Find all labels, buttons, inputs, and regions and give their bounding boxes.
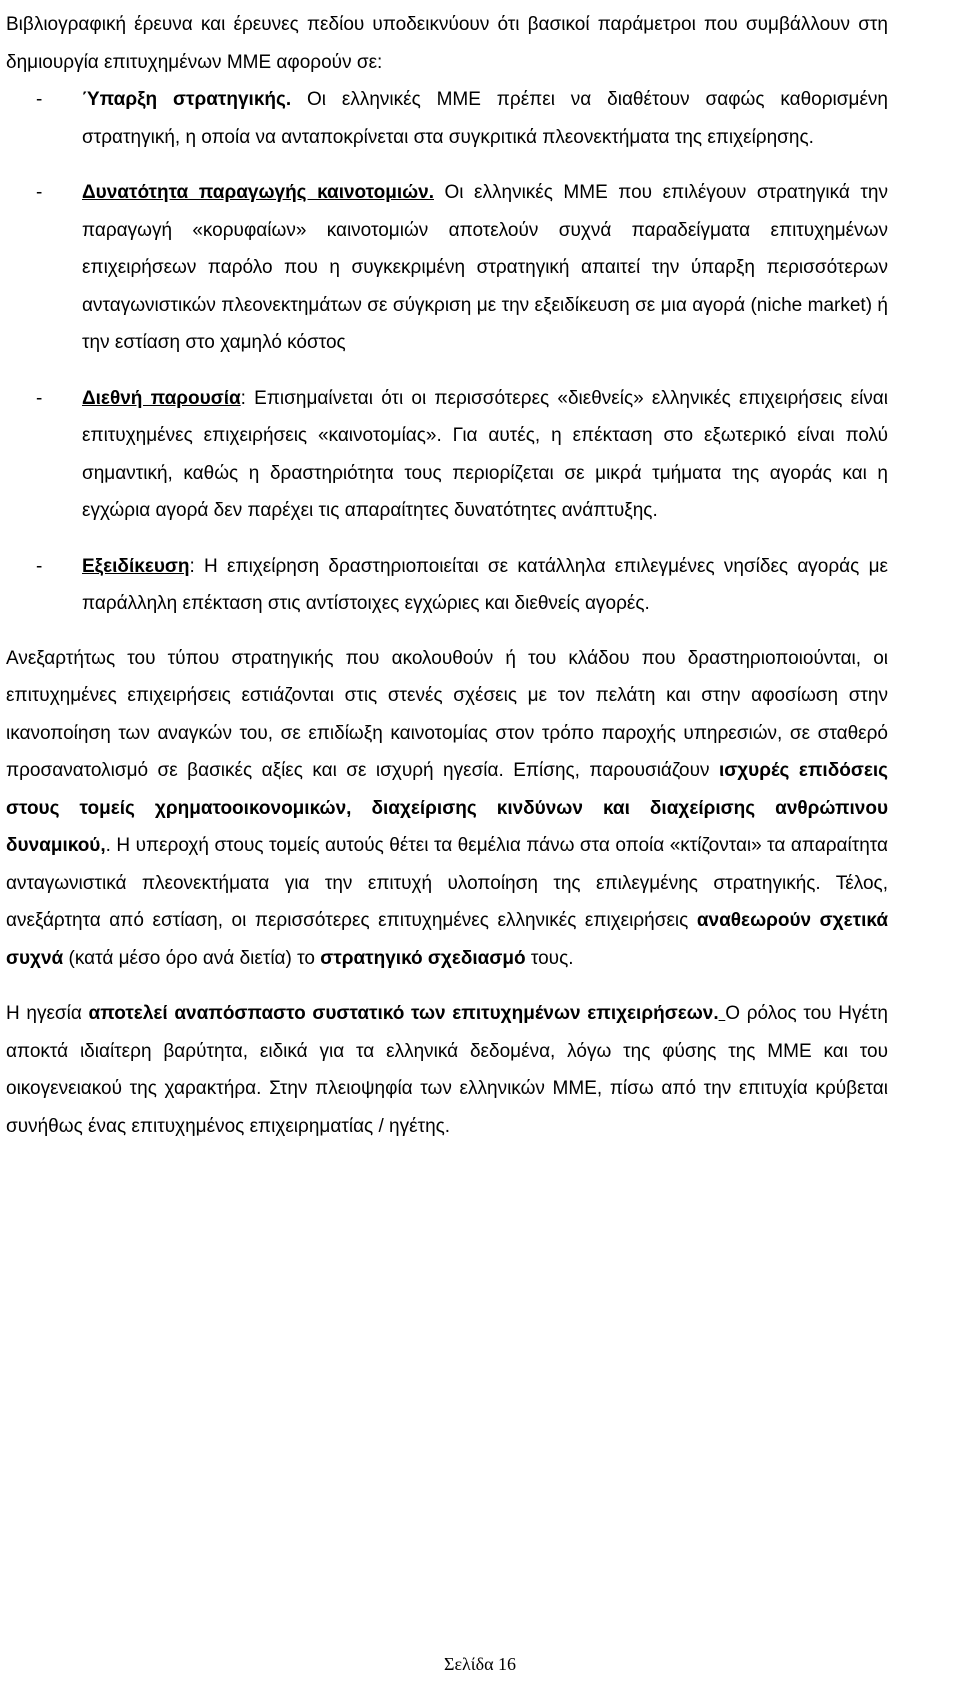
page-number: 16 — [498, 1654, 517, 1674]
list-item-text: Επισημαίνεται ότι οι περισσότερες «διεθνείς» ελληνικές επιχειρήσεις είναι επιτυχημένες επιχειρήσεις «καινοτομίας». Για αυτές, η επέκταση στο εξωτερικό είναι πολύ σημαντική, καθώς η δραστηριότητα τους περιορίζεται σε μικρά τμήματα της αγοράς και η εγχώρια αγορά δεν παρέχει τις απαραίτητες δυνατότητες ανάπτυξης. — [82, 387, 889, 521]
document-page — [6, 6, 888, 1145]
body-paragraph-leadership: Η ηγεσία αποτελεί αναπόσπαστο συστατικό των επιτυχημένων επιχειρήσεων. Ο ρόλος του Ηγέτη αποκτά ιδιαίτερη βαρύτητα, ειδικά για τα ελληνικά δεδομένα, λόγω της φύσης της ΜΜΕ και του οικογενειακού της χαρακτήρα. Στην πλειοψηφία των ελληνικών ΜΜΕ, πίσω από την επιτυχία κρύβεται συνήθως ένας επιτυχημένος επιχειρηματίας / ηγέτης. — [6, 1003, 888, 1137]
list-item-text: Οι ελληνικές ΜΜΕ που επιλέγουν στρατηγικά την παραγωγή «κορυφαίων» καινοτομιών αποτελούν συχνά παραδείγματα επιτυχημένων επιχειρήσεων παρόλο που η συγκεκριμένη στρατηγική απαιτεί την ύπαρξη περισσότερων ανταγωνιστικών πλεονεκτημάτων σε σύγκριση με την εξειδίκευση σε μια αγορά (niche market) ή την εστίαση στο χαμηλό κόστος — [82, 182, 888, 353]
page-footer — [0, 1654, 960, 1675]
body-paragraph-strategy: Ανεξαρτήτως του τύπου στρατηγικής που ακολουθούν ή του κλάδου που δραστηριοποιούνται, οι επιτυχημένες επιχειρήσεις εστιάζονται στις στενές σχέσεις με τον πελάτη και στην αφοσίωση στην ικανοποίηση των αναγκών του, σε επιδίωξη καινοτομίας στον τρόπο παροχής υπηρεσιών, σε σταθερό προσανατολισμό σε βασικές αξίες και σε ισχυρή ηγεσία. Επίσης, παρουσιάζουν ισχυρές επιδόσεις στους τομείς χρηματοοικονομικών, διαχείρισης κινδύνων και διαχείρισης ανθρώπινου δυναμικού,. Η υπεροχή στους τομείς αυτούς θέτει τα θεμέλια πάνω στα οποία «κτίζονται» τα απαραίτητα ανταγωνιστικά πλεονεκτήματα για την επιτυχή υλοποίηση της επιλεγμένης στρατηγικής. Τέλος, ανεξάρτητα από εστίαση, οι περισσότερες επιτυχημένες ελληνικές επιχειρήσεις αναθεωρούν σχετικά συχνά (κατά μέσο όρο ανά διετία) το στρατηγικό σχεδιασμό τους. — [6, 647, 889, 969]
list-item-term: Διεθνή παρουσία — [82, 387, 241, 409]
bullet-dash: - — [36, 182, 43, 203]
emphasis-text: αποτελεί αναπόσπαστο συστατικό των επιτυχημένων επιχειρήσεων. — [88, 1003, 719, 1024]
bullet-dash: - — [36, 89, 43, 110]
list-item-term: Εξειδίκευση — [82, 555, 190, 577]
emphasis-text: αναθεωρούν σχετικά συχνά — [6, 910, 889, 969]
bullet-dash: - — [36, 387, 43, 409]
intro-paragraph: Βιβλιογραφική έρευνα και έρευνες πεδίου υποδεικνύουν ότι βασικοί παράμετροι που συμβάλλουν στη δημιουργία επιτυχημένων ΜΜΕ αφορούν σε: — [6, 14, 888, 73]
emphasis-text: ισχυρές επιδόσεις στους τομείς χρηματοοικονομικών, διαχείρισης κινδύνων και διαχείρισης ανθρώπινου δυναμικού, — [6, 760, 889, 856]
list-item-text: Οι ελληνικές ΜΜΕ πρέπει να διαθέτουν σαφώς καθορισμένη στρατηγική, η οποία να ανταποκρίνεται στα συγκριτικά πλεονεκτήματα της επιχείρησης. — [82, 89, 888, 148]
page-label: Σελίδα — [443, 1654, 494, 1674]
emphasis-text: στρατηγικό σχεδιασμό — [320, 947, 526, 969]
list-item: - Διεθνή παρουσία: Επισημαίνεται ότι οι περισσότερες «διεθνείς» ελληνικές επιχειρήσεις είναι επιτυχημένες επιχειρήσεις «καινοτομίας». Για αυτές, η επέκταση στο εξωτερικό είναι πολύ σημαντική, καθώς η δραστηριότητα τους περιορίζεται σε μικρά τμήματα της αγοράς και η εγχώρια αγορά δεν παρέχει τις απαραίτητες δυνατότητες ανάπτυξης. — [6, 380, 888, 530]
list-item — [6, 174, 888, 362]
list-item — [6, 81, 888, 156]
list-item-term: Δυνατότητα παραγωγής καινοτομιών. — [82, 182, 434, 203]
bullet-list — [6, 81, 888, 623]
list-item-text: Η επιχείρηση δραστηριοποιείται σε κατάλληλα επιλεγμένες νησίδες αγοράς με παράλληλη επέκταση στις αντίστοιχες εγχώριες και διεθνείς αγορές. — [82, 555, 888, 614]
bullet-dash: - — [36, 555, 43, 577]
list-item: - Εξειδίκευση: Η επιχείρηση δραστηριοποιείται σε κατάλληλα επιλεγμένες νησίδες αγοράς με παράλληλη επέκταση στις αντίστοιχες εγχώριες και διεθνείς αγορές. — [6, 548, 888, 623]
list-item-term: Ύπαρξη στρατηγικής. — [82, 89, 292, 110]
